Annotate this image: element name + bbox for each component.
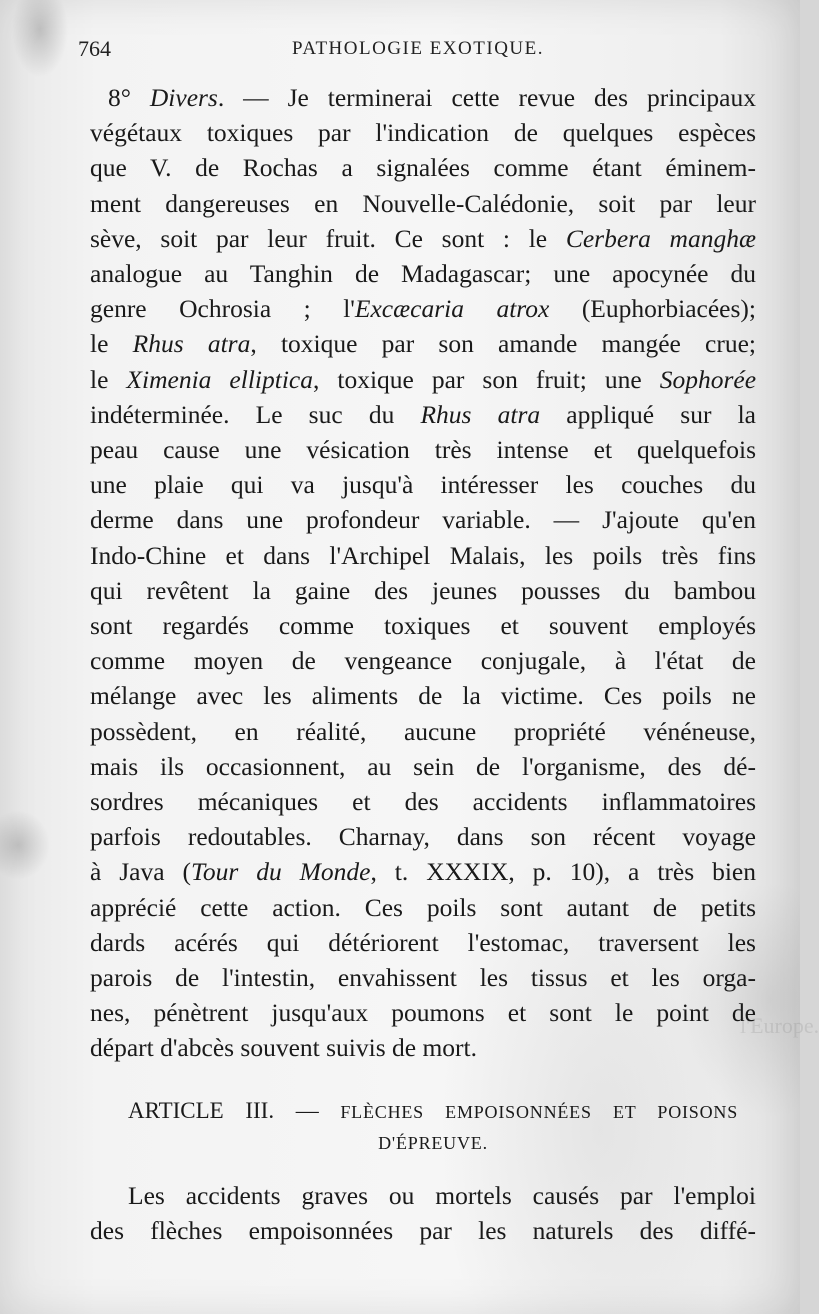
text-line: des flèches empoisonnées par les naturels des diffé- (90, 1216, 756, 1246)
text-line: que V. de Rochas a signalées comme étant éminem- (90, 153, 756, 183)
bleed-through-text: l'Europe. (740, 1013, 819, 1038)
article-heading (128, 1096, 738, 1126)
text-line: départ d'abcès souvent suivis de mort. (90, 1033, 478, 1063)
article-heading-continuation: D'ÉPREUVE. (378, 1133, 488, 1153)
text-line: 8° Divers. — Je terminerai cette revue des principaux (108, 83, 756, 112)
text-line: nes, pénètrent jusqu'aux poumons et sont le point de (90, 998, 756, 1028)
page-number: 764 (78, 36, 111, 61)
article-heading-title: FLÈCHES EMPOISONNÉES ET POISONS (340, 1102, 739, 1122)
text-line: apprécié cette action. Ces poils sont autant de petits (90, 892, 756, 922)
text-line: sève, soit par leur fruit. Ce sont : le Cerbera manghæ (90, 223, 756, 253)
text-line: derme dans une profondeur variable. — J'ajoute qu'en (90, 505, 756, 535)
text-line: Indo-Chine et dans l'Archipel Malais, les poils très fins (90, 540, 756, 570)
text-line: peau cause une vésication très intense et quelquefois (90, 435, 756, 464)
text-line: indéterminée. Le suc du Rhus atra appliqué sur la (90, 399, 756, 429)
text-line: sordres mécaniques et des accidents inflammatoires (90, 787, 756, 816)
page-header (78, 36, 758, 64)
text-line: à Java (Tour du Monde, t. XXXIX, p. 10), a très bien (90, 857, 756, 887)
text-line: ment dangereuses en Nouvelle-Calédonie, soit par leur (90, 188, 756, 218)
text-line: parois de l'intestin, envahissent les tissus et les orga- (90, 963, 756, 992)
text-line: comme moyen de vengeance conjugale, à l'état de (90, 646, 756, 676)
text-line: qui revêtent la gaine des jeunes pousses du bambou (90, 575, 756, 605)
text-line: parfois redoutables. Charnay, dans son récent voyage (90, 822, 756, 852)
text-line: mélange avec les aliments de la victime. Ces poils ne (90, 681, 756, 711)
article-heading-label: ARTICLE III. — (128, 1098, 319, 1123)
text-line: genre Ochrosia ; l'Excæcaria atrox (Euphorbiacées); (90, 294, 756, 324)
text-line: le Ximenia elliptica, toxique par son fruit; une Sophorée (90, 364, 757, 394)
text-line: analogue au Tanghin de Madagascar; une apocynée du (90, 259, 756, 288)
text-line: une plaie qui va jusqu'à intéresser les couches du (90, 470, 756, 500)
text-line: végétaux toxiques par l'indication de quelques espèces (90, 118, 756, 148)
text-line: Les accidents graves ou mortels causés par l'emploi (128, 1181, 756, 1210)
text-line: dards acérés qui détériorent l'estomac, traversent les (90, 927, 756, 957)
text-line: possèdent, en réalité, aucune propriété vénéneuse, (90, 716, 756, 746)
text-line: sont regardés comme toxiques et souvent employés (90, 611, 756, 640)
running-title: PATHOLOGIE EXOTIQUE. (292, 38, 544, 59)
text-line: mais ils occasionnent, au sein de l'organisme, des dé- (90, 751, 756, 781)
text-line: le Rhus atra, toxique par son amande mangée crue; (90, 329, 757, 359)
